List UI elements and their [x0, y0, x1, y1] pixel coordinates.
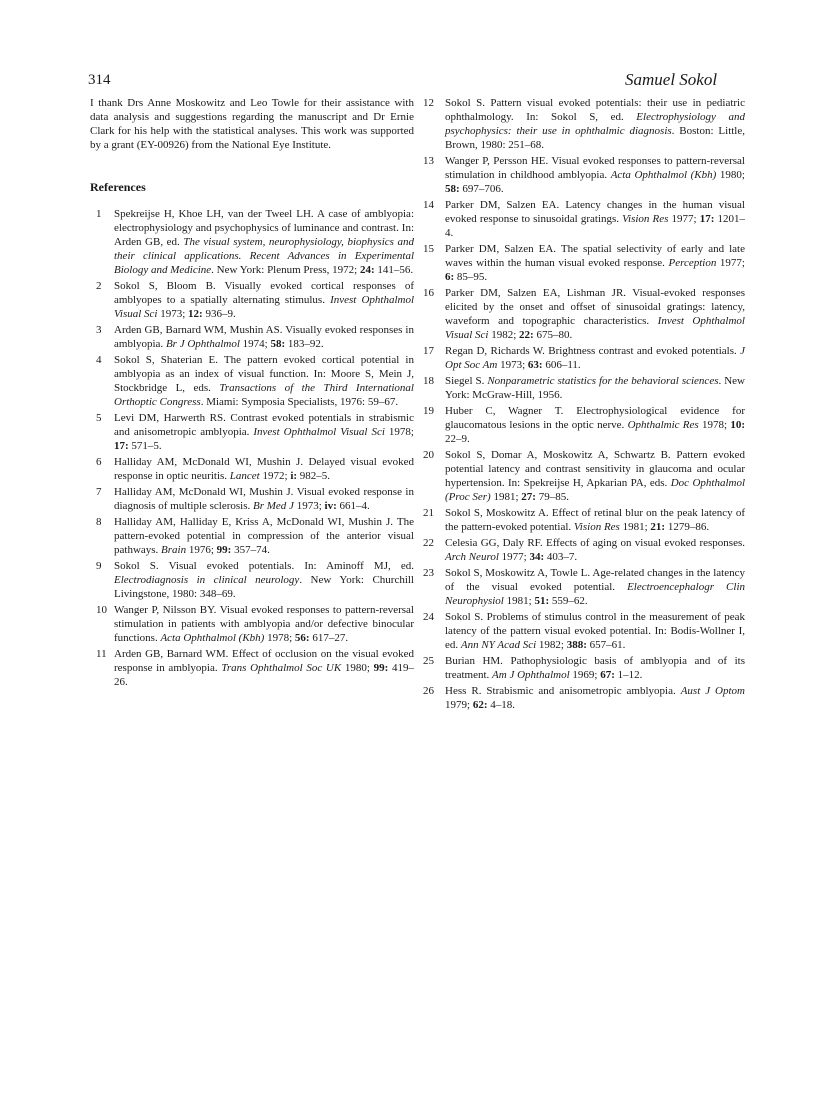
- reference-item: [90, 515, 414, 557]
- reference-text: Sokol S. Problems of stimulus control in the measurement of peak latency of the pattern visual evoked potential. In: Bodis-Wollner I, ed.: [445, 611, 745, 651]
- reference-text: 1982;: [536, 639, 567, 651]
- reference-source: Doc Ophthalmol (Proc Ser): [445, 477, 745, 503]
- reference-item: [90, 353, 414, 409]
- reference-item: [90, 603, 414, 645]
- reference-volume: 67:: [600, 669, 615, 681]
- reference-volume: 58:: [445, 183, 460, 195]
- reference-text: 697–706.: [459, 183, 504, 195]
- reference-volume: 63:: [527, 359, 543, 371]
- reference-text: 617–27.: [309, 632, 349, 644]
- reference-text: Sokol S, Moskowitz A. Effect of retinal blur on the peak latency of the pattern-evoked potential.: [445, 507, 745, 533]
- reference-source: Invest Ophthalmol Visual Sci: [114, 294, 415, 320]
- reference-text: 4–18.: [487, 699, 515, 711]
- reference-source: Br Med J: [253, 500, 294, 512]
- reference-source: Ann NY Acad Sci: [460, 639, 537, 651]
- reference-volume: iv:: [324, 500, 337, 512]
- reference-text: 661–4.: [336, 500, 370, 512]
- reference-text: 1973;: [293, 500, 325, 512]
- reference-source: Brain: [161, 544, 187, 556]
- reference-text: 1978;: [698, 419, 731, 431]
- running-head-author: Samuel Sokol: [625, 70, 718, 89]
- reference-text: . New York: McGraw-Hill, 1956.: [445, 375, 745, 401]
- reference-text: 403–7.: [544, 551, 578, 563]
- reference-text: Levi DM, Harwerth RS. Contrast evoked potentials in strabismic and anisometropic amblyopia.: [114, 412, 414, 438]
- reference-text: 1973;: [157, 308, 189, 320]
- reference-item: [423, 536, 745, 564]
- reference-volume: 17:: [699, 213, 715, 225]
- reference-number: 10: [96, 604, 107, 616]
- reference-text: 675–80.: [533, 329, 573, 341]
- reference-source: Vision Res: [573, 521, 620, 533]
- reference-text: Halliday AM, McDonald WI, Mushin J. Visual evoked response in diagnosis of multiple sclerosis.: [114, 486, 414, 512]
- reference-volume: 99:: [373, 662, 389, 674]
- reference-text: Burian HM. Pathophysiologic basis of amblyopia and of its treatment.: [445, 655, 745, 681]
- reference-source: Electroencephalogr Clin Neurophysiol: [445, 581, 745, 607]
- reference-number: 11: [96, 648, 107, 660]
- reference-text: Sokol S, Moskowitz A, Towle L. Age-related changes in the latency of the visual evoked potential.: [445, 567, 745, 593]
- reference-number: 6: [96, 456, 102, 468]
- reference-item: [90, 647, 414, 689]
- reference-volume: 12:: [188, 308, 203, 320]
- reference-text: Halliday AM, Halliday E, Kriss A, McDonald WI, Mushin J. The pattern-evoked potential in compression of the anterior visual pathways.: [114, 516, 414, 556]
- reference-text: . Miami: Symposia Specialists, 1976: 59–67.: [200, 396, 399, 408]
- reference-source: Invest Ophthalmol Visual Sci: [445, 315, 745, 341]
- reference-text: 1978;: [264, 632, 295, 644]
- reference-number: 18: [423, 375, 434, 387]
- reference-text: 1973;: [497, 359, 528, 371]
- reference-item: [423, 566, 745, 608]
- reference-volume: 58:: [270, 338, 286, 350]
- reference-text: 1981;: [490, 491, 522, 503]
- reference-text: 1972;: [259, 470, 291, 482]
- reference-volume: 27:: [521, 491, 536, 503]
- reference-item: [423, 374, 745, 402]
- reference-text: 571–5.: [128, 440, 162, 452]
- reference-number: 5: [96, 412, 102, 424]
- reference-text: 1980;: [716, 169, 745, 181]
- reference-item: [423, 684, 745, 712]
- reference-volume: 99:: [216, 544, 232, 556]
- reference-text: 1969;: [569, 669, 601, 681]
- references-heading: References: [90, 180, 146, 194]
- reference-text: Sokol S, Shaterian E. The pattern evoked cortical potential in amblyopia as an index of visual function. In: Moore S, Mein J, Stockbridge L, eds.: [114, 354, 414, 394]
- reference-text: Arden GB, Barnard WM, Mushin AS. Visually evoked responses in amblyopia.: [114, 324, 414, 350]
- reference-number: 3: [96, 324, 102, 336]
- reference-item: [90, 279, 414, 321]
- reference-volume: 17:: [114, 440, 129, 452]
- reference-text: 85–95.: [454, 271, 488, 283]
- reference-number: 9: [96, 560, 102, 572]
- reference-item: [90, 485, 414, 513]
- reference-number: 14: [423, 199, 434, 211]
- reference-list-right: [423, 96, 745, 712]
- page-number: 314: [88, 72, 111, 88]
- reference-source: Br J Ophthalmol: [165, 338, 240, 350]
- reference-text: 1976;: [186, 544, 217, 556]
- reference-item: [423, 286, 745, 342]
- reference-text: 419–26.: [114, 662, 415, 688]
- reference-text: Sokol S. Visual evoked potentials. In: Aminoff MJ, ed.: [114, 560, 414, 572]
- reference-text: 1981;: [503, 595, 535, 607]
- reference-volume: 21:: [650, 521, 666, 533]
- reference-text: Wanger P, Nilsson BY. Visual evoked responses to pattern-reversal stimulation in patients with amblyopia and/or defective binocular functions.: [114, 604, 414, 644]
- reference-number: 16: [423, 287, 434, 299]
- reference-item: [423, 242, 745, 284]
- reference-list-left: [90, 207, 414, 689]
- reference-volume: 24:: [359, 264, 375, 276]
- reference-source: Ophthalmic Res: [627, 419, 699, 431]
- reference-item: [90, 559, 414, 601]
- reference-source: Am J Ophthalmol: [492, 669, 570, 681]
- reference-text: 606–11.: [542, 359, 581, 371]
- reference-item: [423, 610, 745, 652]
- reference-text: 559–62.: [549, 595, 588, 607]
- reference-item: [423, 448, 745, 504]
- reference-number: 19: [423, 405, 434, 417]
- reference-item: [90, 411, 414, 453]
- reference-number: 4: [96, 354, 102, 366]
- reference-text: 1974;: [239, 338, 271, 350]
- reference-item: [423, 344, 745, 372]
- reference-volume: 6:: [445, 271, 455, 283]
- reference-text: Sokol S, Domar A, Moskowitz A, Schwartz B. Pattern evoked potential latency and contrast sensitivity in glaucoma and ocular hypertension. In: Spekreijse H, Apkarian PA, eds.: [445, 449, 745, 489]
- reference-number: 17: [423, 345, 434, 357]
- reference-text: . New York: Churchill Livingstone, 1980: 348–69.: [114, 574, 414, 600]
- reference-item: [423, 198, 745, 240]
- reference-volume: 62:: [472, 699, 488, 711]
- reference-volume: i:: [290, 470, 298, 482]
- reference-text: Celesia GG, Daly RF. Effects of aging on visual evoked responses.: [445, 537, 745, 549]
- reference-number: 12: [423, 97, 434, 109]
- reference-source: Invest Ophthalmol Visual Sci: [253, 426, 385, 438]
- reference-text: Arden GB, Barnard WM. Effect of occlusion on the visual evoked response in amblyopia.: [114, 648, 414, 674]
- reference-number: 26: [423, 685, 434, 697]
- reference-number: 22: [423, 537, 434, 549]
- reference-source: Electrophysiology and psychophysics: their use in ophthalmic diagnosis: [445, 111, 745, 137]
- reference-text: 1–12.: [614, 669, 643, 681]
- reference-volume: 56:: [294, 632, 310, 644]
- reference-source: Lancet: [229, 470, 260, 482]
- reference-item: [423, 654, 745, 682]
- reference-text: Sokol S. Pattern visual evoked potentials: their use in pediatric ophthalmology. In: Sokol S, ed.: [445, 97, 745, 123]
- reference-text: 79–85.: [535, 491, 569, 503]
- reference-text: Sokol S, Bloom B. Visually evoked cortical responses of amblyopes to a spatially alternating stimulus.: [114, 280, 414, 306]
- reference-number: 23: [423, 567, 434, 579]
- reference-source: The visual system, neurophysiology, biophysics and their clinical applications. Recent Advances in Experimental Biology and Medicine: [114, 236, 414, 276]
- reference-text: 22–9.: [445, 433, 470, 445]
- reference-text: . New York: Plenum Press, 1972;: [211, 264, 360, 276]
- reference-text: 1981;: [619, 521, 651, 533]
- reference-text: Hess R. Strabismic and anisometropic amblyopia.: [445, 685, 681, 697]
- reference-number: 21: [423, 507, 434, 519]
- reference-item: [423, 506, 745, 534]
- reference-text: 1979;: [445, 699, 473, 711]
- reference-item: [90, 207, 414, 277]
- reference-source: Acta Ophthalmol (Kbh): [160, 632, 265, 644]
- right-column: [423, 96, 745, 714]
- reference-text: Regan D, Richards W. Brightness contrast and evoked potentials.: [445, 345, 741, 357]
- reference-text: Siegel S.: [445, 375, 488, 387]
- reference-text: 1201–4.: [445, 213, 745, 239]
- reference-text: Parker DM, Salzen EA. The spatial selectivity of early and late waves within the human visual evoked response.: [445, 243, 745, 269]
- reference-text: Huber C, Wagner T. Electrophysiological evidence for glaucomatous lesions in the optic nerve.: [445, 405, 745, 431]
- reference-item: [90, 323, 414, 351]
- reference-source: Perception: [668, 257, 717, 269]
- reference-volume: 51:: [534, 595, 550, 607]
- reference-number: 24: [423, 611, 434, 623]
- reference-text: 1977;: [668, 213, 700, 225]
- reference-source: Aust J Optom: [680, 685, 745, 697]
- reference-source: Trans Ophthalmol Soc UK: [221, 662, 342, 674]
- reference-text: Spekreijse H, Khoe LH, van der Tweel LH. A case of amblyopia: electrophysiology and psychophysics of luminance and contrast. In: Arden GB, ed.: [114, 208, 414, 248]
- reference-number: 8: [96, 516, 102, 528]
- reference-source: Arch Neurol: [445, 551, 499, 563]
- reference-text: 657–61.: [586, 639, 626, 651]
- reference-number: 20: [423, 449, 434, 461]
- reference-text: 1977;: [716, 257, 745, 269]
- reference-text: 1977;: [498, 551, 530, 563]
- left-column: [90, 96, 414, 691]
- reference-item: [423, 404, 745, 446]
- reference-text: 1980;: [341, 662, 374, 674]
- reference-source: Vision Res: [622, 213, 669, 225]
- reference-text: 141–56.: [374, 264, 414, 276]
- reference-text: Halliday AM, McDonald WI, Mushin J. Delayed visual evoked response in optic neuritis.: [114, 456, 414, 482]
- reference-source: J Opt Soc Am: [445, 345, 745, 371]
- reference-volume: 10:: [730, 419, 745, 431]
- acknowledgment: I thank Drs Anne Moskowitz and Leo Towle for their assistance with data analysis and suggestions regarding the manuscript and Dr Ernie Clark for his help with the statistical analyses. This work was supported by a grant (EY-00926) from the National Eye Institute.: [90, 97, 414, 151]
- reference-volume: 22:: [519, 329, 534, 341]
- reference-number: 7: [96, 486, 102, 498]
- reference-source: Electrodiagnosis in clinical neurology: [114, 574, 300, 586]
- reference-text: Parker DM, Salzen EA, Lishman JR. Visual-evoked responses elicited by the onset and offset of sinusoidal gratings: latency, waveform and topographic characteristics.: [445, 287, 745, 327]
- reference-item: [90, 455, 414, 483]
- reference-source: Acta Ophthalmol (Kbh): [610, 169, 717, 181]
- reference-item: [423, 154, 745, 196]
- reference-number: 1: [96, 208, 102, 220]
- reference-item: [423, 96, 745, 152]
- reference-text: Wanger P, Persson HE. Visual evoked responses to pattern-reversal stimulation in childhood amblyopia.: [445, 155, 745, 181]
- reference-text: 1279–86.: [665, 521, 710, 533]
- reference-number: 13: [423, 155, 434, 167]
- reference-text: 982–5.: [297, 470, 331, 482]
- reference-number: 2: [96, 280, 102, 292]
- reference-text: 183–92.: [285, 338, 324, 350]
- reference-source: Transactions of the Third International Orthoptic Congress: [114, 382, 414, 408]
- reference-text: . Boston: Little, Brown, 1980: 251–68.: [445, 125, 745, 151]
- reference-text: 936–9.: [202, 308, 236, 320]
- reference-volume: 34:: [529, 551, 545, 563]
- reference-text: Parker DM, Salzen EA. Latency changes in the human visual evoked response to sinusoidal gratings.: [445, 199, 745, 225]
- reference-text: 357–74.: [231, 544, 270, 556]
- reference-source: Nonparametric statistics for the behavioral sciences: [487, 375, 719, 387]
- reference-text: 1978;: [384, 426, 414, 438]
- reference-text: 1982;: [488, 329, 520, 341]
- reference-number: 15: [423, 243, 434, 255]
- reference-volume: 388:: [566, 639, 587, 651]
- reference-number: 25: [423, 655, 434, 667]
